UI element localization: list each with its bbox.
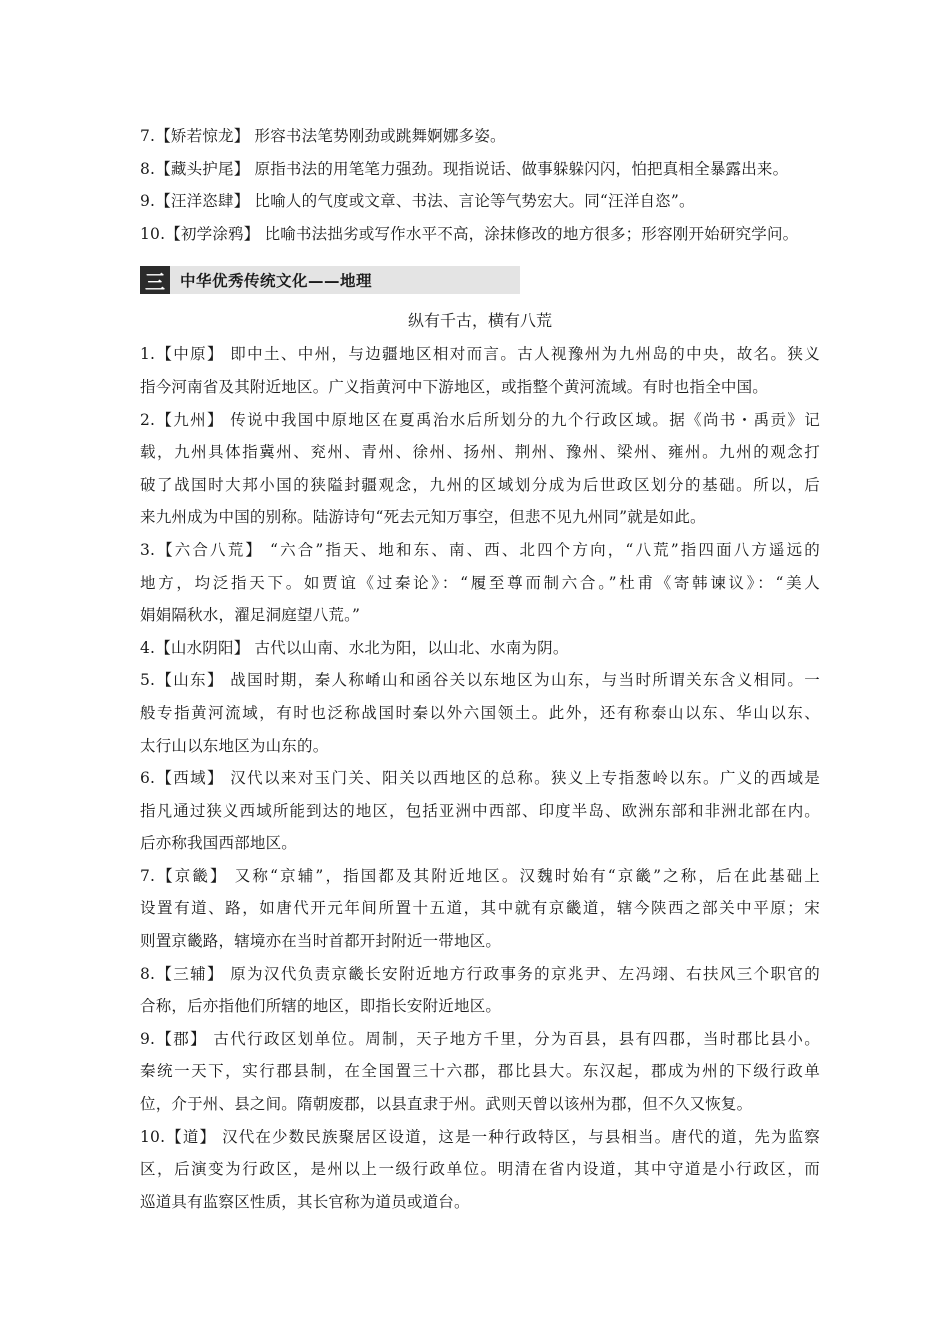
section-number-badge: 三 <box>140 266 170 294</box>
entry-line: 则置京畿路，辖境亦在当时首都开封附近一带地区。 <box>140 932 502 951</box>
entry-line: 位，介于州、县之间。隋朝废郡，以县直隶于州。武则天曾以该州为郡，但不久又恢复。 <box>140 1095 753 1114</box>
entry-dao <box>140 1121 820 1219</box>
entry-line: 般专指黄河流域，有时也泛称战国时秦以外六国领土。此外，还有称泰山以东、华山以东、 <box>140 703 820 722</box>
entry-line: 指凡通过狭义西域所能到达的地区，包括亚洲中西部、印度半岛、欧洲东部和非洲北部在内。 <box>140 801 820 820</box>
entry-line: 载，九州具体指冀州、兖州、青州、徐州、扬州、荆州、豫州、梁州、雍州。九州的观念打 <box>140 443 820 462</box>
entry-line: 7.【京畿】 又称“京辅”，指国都及其附近地区。汉魏时始有“京畿”之称，后在此基础上 <box>140 866 820 885</box>
entry-line: 8.【三辅】 原为汉代负责京畿长安附近地方行政事务的京兆尹、左冯翊、右扶风三个职官的 <box>140 964 820 983</box>
entry-line: 4.【山水阴阳】 古代以山南、水北为阳，以山北、水南为阴。 <box>140 638 569 657</box>
entry-liu-he-ba-huang <box>140 534 820 632</box>
entry-line: 设置有道、路，如唐代开元年间所置十五道，其中就有京畿道，辖今陕西之部关中平原；宋 <box>140 899 820 918</box>
entry-line: 巡道具有监察区性质，其长官称为道员或道台。 <box>140 1192 470 1211</box>
geography-entry-list <box>140 338 820 1218</box>
entry-line: 指今河南省及其附近地区。广义指黄河中下游地区，或指整个黄河流域。有时也指全中国。 <box>140 377 769 396</box>
top-entry-list <box>140 120 820 250</box>
section-subtitle: 纵有千古，横有八荒 <box>407 311 552 331</box>
entry-line: 破了战国时大邦小国的狭隘封疆观念，九州的区域划分成为后世政区划分的基础。所以，后 <box>140 475 820 494</box>
entry-zhong-yuan <box>140 338 820 403</box>
entry-line: 来九州成为中国的别称。陆游诗句“死去元知万事空，但悲不见九州同”就是如此。 <box>140 508 706 527</box>
entry-line: 6.【西域】 汉代以来对玉门关、阳关以西地区的总称。狭义上专指葱岭以东。广义的西域是 <box>140 769 820 788</box>
section-title: 中华优秀传统文化——地理 <box>180 272 373 291</box>
entry-jiu-zhou <box>140 404 820 534</box>
entry-line: 3.【六合八荒】 “六合”指天、地和东、南、西、北四个方向，“八荒”指四面八方遥远的 <box>140 540 820 559</box>
entry-shan-shui-yin-yang <box>140 632 820 665</box>
entry-line: 区，后演变为行政区，是州以上一级行政单位。明清在省内设道，其中守道是小行政区，而 <box>140 1160 820 1179</box>
entry-line: 7.【矫若惊龙】 形容书法笔势刚劲或跳舞婀娜多姿。 <box>140 127 506 145</box>
entry-jun <box>140 1023 820 1121</box>
entry-cang-tou-hu-wei <box>140 153 820 186</box>
entry-line: 地方，均泛指天下。如贾谊《过秦论》：“履至尊而制六合。”杜甫《寄韩谏议》：“美人 <box>140 573 820 592</box>
entry-jiao-ruo-jing-long <box>140 120 820 153</box>
document-page <box>140 120 820 1218</box>
entry-line: 1.【中原】 即中土、中州，与边疆地区相对而言。古人视豫州为九州岛的中央，故名。狭义 <box>140 345 820 364</box>
entry-line: 娟娟隔秋水，濯足洞庭望八荒。” <box>140 606 361 625</box>
entry-line: 合称，后亦指他们所辖的地区，即指长安附近地区。 <box>140 997 502 1016</box>
entry-wang-yang-zi-si <box>140 185 820 218</box>
entry-line: 10.【道】 汉代在少数民族聚居区设道，这是一种行政特区，与县相当。唐代的道，先为监察 <box>140 1127 820 1146</box>
entry-line: 后亦称我国西部地区。 <box>140 834 298 853</box>
entry-shan-dong <box>140 664 820 762</box>
entry-line: 5.【山东】 战国时期，秦人称崤山和函谷关以东地区为山东，与当时所谓关东含义相同。一 <box>140 671 820 690</box>
entry-line: 秦统一天下，实行郡县制，在全国置三十六郡，郡比县大。东汉起，郡成为州的下级行政单 <box>140 1062 820 1081</box>
entry-jing-ji <box>140 860 820 958</box>
entry-xi-yu <box>140 762 820 860</box>
entry-san-fu <box>140 958 820 1023</box>
section-header <box>140 266 520 294</box>
entry-line: 9.【汪洋恣肆】 比喻人的气度或文章、书法、言论等气势宏大。同“汪洋自恣”。 <box>140 192 695 211</box>
entry-line: 9.【郡】 古代行政区划单位。周制，天子地方千里，分为百县，县有四郡，当时郡比县小。 <box>140 1029 820 1048</box>
entry-chu-xue-tu-ya <box>140 218 820 251</box>
entry-line: 8.【藏头护尾】 原指书法的用笔笔力强劲。现指说话、做事躲躲闪闪，怕把真相全暴露出来。 <box>140 159 789 178</box>
entry-line: 太行山以东地区为山东的。 <box>140 736 329 755</box>
entry-line: 10.【初学涂鸦】 比喻书法拙劣或写作水平不高，涂抹修改的地方很多；形容刚开始研究学问。 <box>140 224 799 243</box>
entry-line: 2.【九州】 传说中我国中原地区在夏禹治水后所划分的九个行政区域。据《尚书・禹贡》记 <box>140 410 820 429</box>
